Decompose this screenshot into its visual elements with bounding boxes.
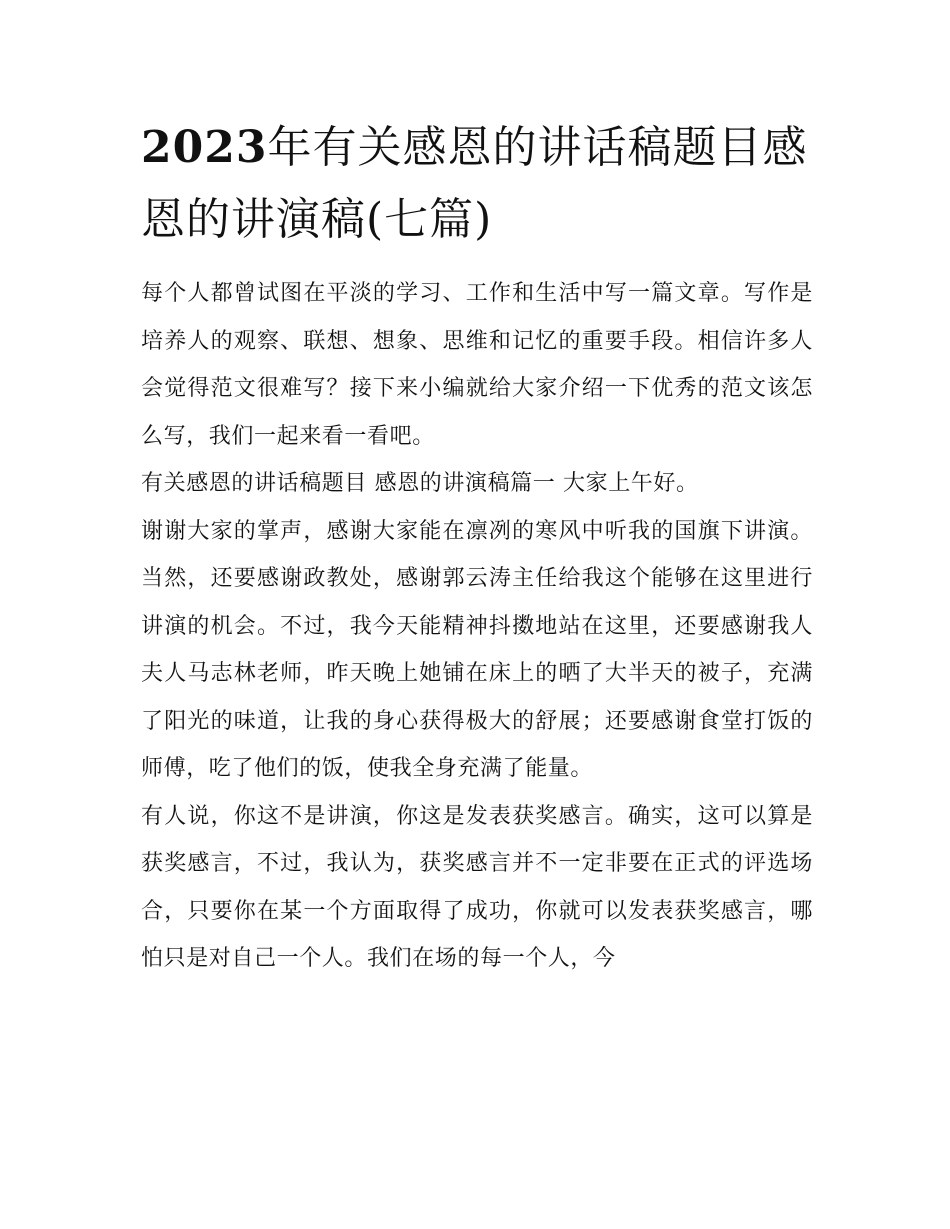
title-year: 2023 (141, 122, 268, 173)
paragraph-heading: 有关感恩的讲话稿题目 感恩的讲演稿篇一 大家上午好。 (141, 471, 699, 496)
paragraph-body-2: 有人说，你这不是讲演，你这是发表获奖感言。确实，这可以算是获奖感言，不过，我认为，获奖感言并不一定非要在正式的评选场合，只要你在某一个方面取得了成功，你就可以发表获奖感言，哪怕只是对自己一个人。我们在场的每一个人，今 (141, 803, 813, 971)
document-title (141, 112, 813, 256)
paragraph-body-1: 谢谢大家的掌声，感谢大家能在凛冽的寒风中听我的国旗下讲演。当然，还要感谢政教处，感谢郭云涛主任给我这个能够在这里进行讲演的机会。不过，我今天能精神抖擞地站在这里，还要感谢我人夫人马志林老师，昨天晚上她铺在床上的晒了大半天的被子，充满了阳光的味道，让我的身心获得极大的舒展；还要感谢食堂打饭的师傅，吃了他们的饭，使我全身充满了能量。 (141, 518, 813, 781)
document-body (141, 112, 813, 983)
title-text: 年有关感恩的讲话稿题目感恩的讲演稿(七篇) (141, 122, 808, 245)
paragraph-intro: 每个人都曾试图在平淡的学习、工作和生活中写一篇文章。写作是培养人的观察、联想、想象、思维和记忆的重要手段。相信许多人会觉得范文很难写？接下来小编就给大家介绍一下优秀的范文该怎么写，我们一起来看一看吧。 (141, 281, 813, 449)
